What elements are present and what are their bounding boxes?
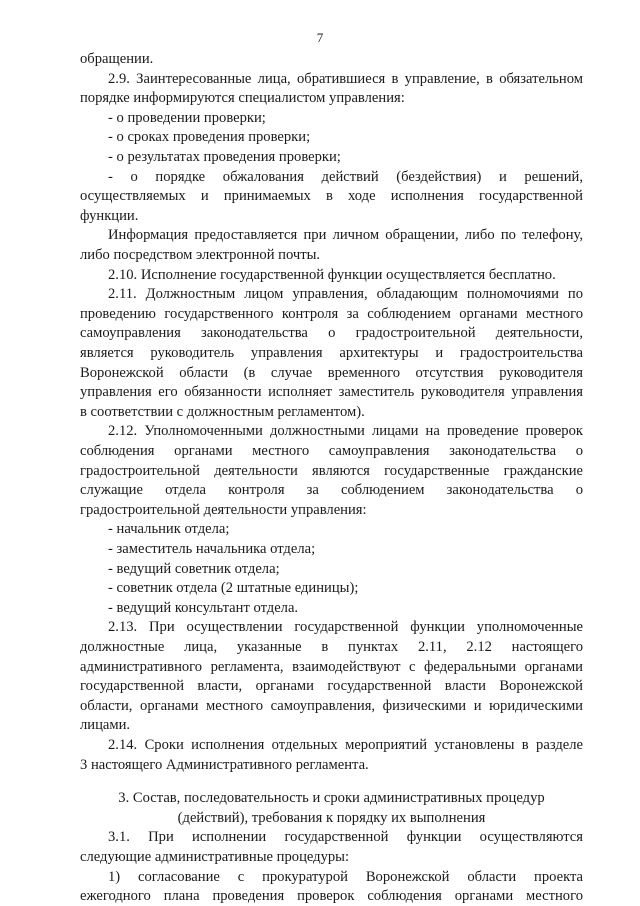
list-item: - заместитель начальника отдела;	[108, 541, 316, 557]
text-line: должностные лица, указанные в пунктах 2.11, 2.12 настоящего	[80, 639, 583, 655]
text-line: обращении.	[80, 51, 154, 67]
text-line: в соответствии с должностным регламентом).	[80, 403, 365, 420]
text-line: 3 настоящего Административного регламента.	[80, 756, 369, 773]
list-item: - начальник отдела;	[108, 521, 230, 538]
text-line: порядке информируются специалистом управления:	[80, 90, 405, 107]
text-line: 2.12. Уполномоченными должностными лицами на проведение проверок	[108, 423, 583, 440]
text-line: осуществляемых и принимаемых в ходе исполнения государственной	[80, 188, 583, 205]
text-line: ежегодного плана проведения проверок соблюдения органами местного	[80, 888, 583, 905]
text-line: 2.11. Должностным лицом управления, обладающим полномочиями по	[108, 286, 583, 303]
text-line: 2.14. Сроки исполнения отдельных мероприятий установлены в разделе	[108, 737, 583, 753]
text-line: лицами.	[80, 717, 131, 734]
section-heading: 3. Состав, последовательность и сроки административных процедур	[118, 790, 545, 807]
text-line: градостроительной деятельности являются государственные гражданские	[80, 462, 583, 479]
text-line: Воронежской области (в случае временного отсутствия руководителя	[80, 364, 583, 381]
text-line: области, органами местного самоуправления, физическими и юридическими	[80, 697, 583, 714]
list-item: - советник отдела (2 штатные единицы);	[108, 580, 359, 597]
text-line: является руководитель управления архитектуры и градостроительства	[80, 345, 583, 361]
text-line: 2.9. Заинтересованные лица, обратившиеся в управление, в обязательном	[108, 70, 583, 87]
list-item: - ведущий советник отдела;	[108, 560, 280, 577]
text-line: 1) согласование с прокуратурой Воронежской области проекта	[108, 868, 583, 885]
text-line: управления его обязанности исполняет заместитель руководителя управления	[80, 384, 583, 401]
text-line: либо посредством электронной почты.	[80, 247, 321, 263]
text-line: служащие отдела контроля за соблюдением законодательства о	[80, 482, 583, 499]
text-line: 2.10. Исполнение государственной функции осуществляется бесплатно.	[108, 266, 556, 283]
text-line: самоуправления законодательства о градостроительной деятельности,	[80, 325, 583, 342]
text-line: Информация предоставляется при личном обращении, либо по телефону,	[108, 227, 583, 244]
list-item: - о сроках проведения проверки;	[108, 129, 311, 146]
list-item: - о результатах проведения проверки;	[108, 149, 341, 165]
text-line: градостроительной деятельности управления:	[80, 501, 367, 518]
text-line: функции.	[80, 207, 139, 224]
section-heading: (действий), требования к порядку их выполнения	[177, 809, 486, 826]
list-item: - о проведении проверки;	[108, 109, 266, 126]
text-line: проведению государственного контроля за соблюдением органами местного	[80, 305, 583, 322]
text-line: государственной власти, органами государственной власти Воронежской	[80, 678, 583, 695]
text-line: 2.13. При осуществлении государственной функции уполномоченные	[108, 619, 583, 636]
list-item: - ведущий консультант отдела.	[108, 599, 299, 616]
text-line: 3.1. При исполнении государственной функции осуществляются	[108, 829, 583, 846]
text-line: следующие административные процедуры:	[80, 849, 350, 865]
text-line: соблюдения органами местного самоуправления законодательства о	[80, 443, 583, 459]
list-item: - о порядке обжалования действий (бездействия) и решений,	[108, 168, 583, 185]
text-line: административного регламента, взаимодействуют с федеральными органами	[80, 658, 583, 675]
page-number: 7	[316, 30, 324, 45]
